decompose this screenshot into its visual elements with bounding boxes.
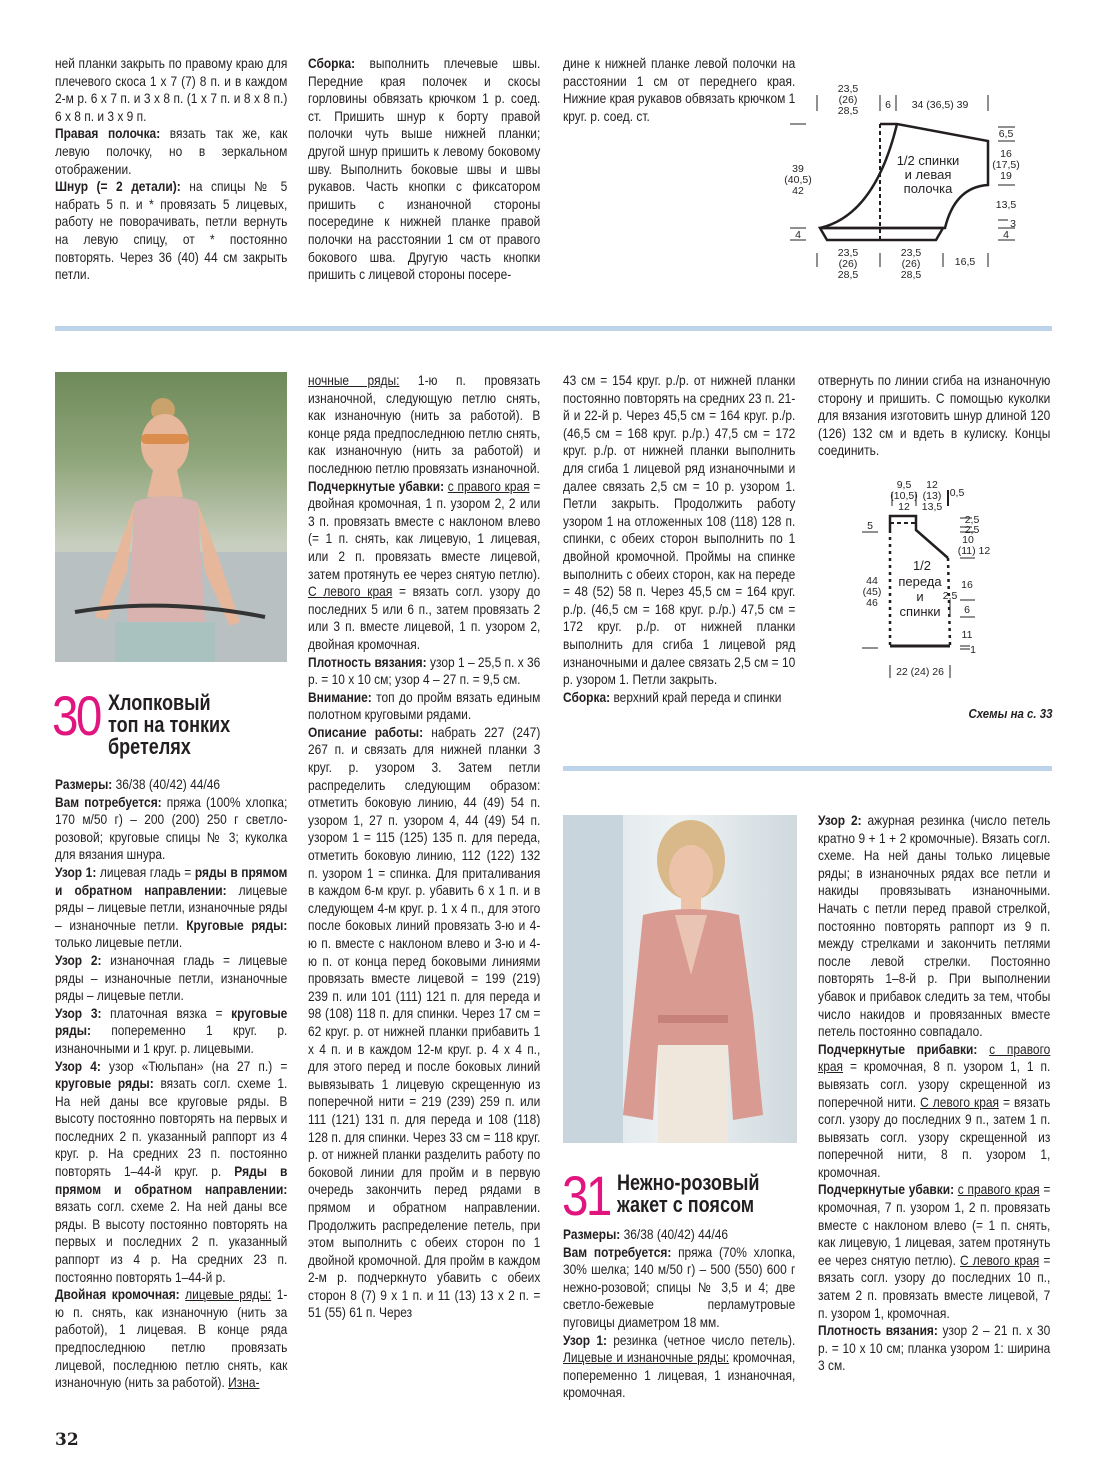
paragraph <box>55 776 287 794</box>
bold-label: Сборка: <box>308 56 356 71</box>
paragraph <box>308 724 540 1322</box>
dimension-label: 34 (36,5) 39 <box>911 99 969 111</box>
body-text: вязать согл. схеме 1. На ней даны все круговые ряды. В высоту постоянно повторять на первых и последних 2 п. указанный раппорт из 4 круг. р. На средних 23 п. постоянно повторять 1–44-й круг. р. <box>55 1076 288 1180</box>
dimension-label: 28,5 <box>837 269 859 281</box>
underlined-text: с правого края <box>447 478 530 494</box>
underlined-text: с правого края <box>957 1182 1040 1198</box>
dimension-label: 9,5 <box>896 479 912 491</box>
model-30-photo <box>55 372 287 662</box>
body-text: узор 1 – 25,5 п. х 36 р. = 10 х 10 см; узор 4 – 27 п. = 9,5 см. <box>308 654 541 688</box>
paragraph <box>818 372 1050 460</box>
body-text: только лицевые петли. <box>55 935 183 951</box>
bold-label: ряды в прямом и обратном направлении: <box>55 864 288 898</box>
text-column <box>308 372 540 1322</box>
paragraph <box>308 478 540 654</box>
paragraph <box>308 55 540 284</box>
dimension-label: 16 <box>1000 148 1012 160</box>
paragraph <box>563 1244 795 1332</box>
underlined-text: ночные ряды: <box>308 373 400 388</box>
bold-label: круговые ряды: <box>55 1005 288 1039</box>
body-text: = вязать согл. узору до последних 5 или 6 п., затем провязать 2 или 3 п. вместе лицевой, 1 п. узором 2, двойная кромочная. <box>308 584 541 652</box>
dimension-label: 28,5 <box>900 269 922 281</box>
dimension-label: 2,5 <box>964 524 980 536</box>
bold-label: Узор 4: <box>55 1058 101 1074</box>
dimension-label: 13,5 <box>921 501 943 513</box>
model-title: Хлопковый топ на тонких бретелях <box>108 690 231 759</box>
body-text: = кромочная, 8 п. узором 1, 1 п. вывязать согл. узору скрещенной из поперечной нити. <box>818 1059 1051 1110</box>
bold-label: Подчеркнутые прибавки: <box>818 1041 978 1057</box>
bold-label: Внимание: <box>308 689 372 705</box>
dimension-label: 23,5 <box>837 83 859 95</box>
dimension-label: 16,5 <box>954 256 976 268</box>
model-title: Нежно-розовый жакет с поясом <box>617 1170 760 1217</box>
underlined-text: Лицевые и изнаночные ряды: <box>563 1350 730 1366</box>
bold-label: Правая полочка: <box>55 126 161 142</box>
dimension-label: 5 <box>867 520 873 532</box>
body-text: 1-ю п. снять, как изнаночную (нить за работой), 1 лицевая. В конце ряда предпоследнюю петлю провязать лицевой, последнюю петлю снять, как изнаночную (нить за работой). <box>55 1287 288 1391</box>
section-divider <box>563 766 1052 771</box>
page-number: 32 <box>55 1430 79 1450</box>
dimension-label: 10 <box>962 534 974 546</box>
dimension-label: 2,5 <box>942 590 958 602</box>
text-column <box>563 372 795 706</box>
dimension-label: 23,5 <box>900 247 922 259</box>
dimension-label: 6,5 <box>998 128 1014 140</box>
bold-label: Вам потребуется: <box>563 1244 672 1260</box>
text-column <box>55 55 287 284</box>
schemes-reference: Схемы на с. 33 <box>967 706 1052 721</box>
text-column <box>818 372 1050 460</box>
bold-label: Описание работы: <box>308 724 424 740</box>
body-text: ней планки закрыть по правому краю для плечевого скоса 1 х 7 (7) 8 п. и в каждом 2-м р. 6 х 7 п. и 3 х 8 п. (1 х 7 п. и 8 х 8 п.) 6 х 8 п. и 3 х 9 п. <box>55 56 288 124</box>
section-divider <box>55 326 1052 331</box>
bold-label: Плотность вязания: <box>308 654 427 670</box>
dimension-label: 22 (24) 26 <box>896 666 944 678</box>
dimension-label: 13,5 <box>995 199 1017 211</box>
dimension-label: (10,5) <box>890 490 918 502</box>
bold-label: Подчеркнутые убавки: <box>818 1182 955 1198</box>
dimension-label: (45) <box>862 586 882 598</box>
bold-label: Размеры: <box>55 777 113 792</box>
bold-label: Вам потребуется: <box>55 794 162 810</box>
body-text: лицевая гладь = <box>96 864 195 880</box>
dimension-label: 3 <box>1010 218 1016 230</box>
paragraph <box>55 952 287 1005</box>
paragraph <box>818 812 1050 1041</box>
body-text: кромочная, попеременно 1 лицевая, 1 изнаночная, кромочная. <box>563 1350 796 1401</box>
dimension-label: 1 <box>970 644 976 656</box>
dimension-label: 0,5 <box>949 487 965 499</box>
bold-label: Двойная кромочная: <box>55 1287 180 1303</box>
bold-label: круговые ряды: <box>55 1076 154 1092</box>
paragraph <box>55 1058 287 1287</box>
bold-label: Узор 2: <box>55 952 102 968</box>
bold-label: Подчеркнутые убавки: <box>308 478 445 494</box>
dimension-label: 23,5 <box>837 247 859 259</box>
diagram-label: переда <box>898 574 942 589</box>
bold-label: Сборка: <box>563 689 611 705</box>
paragraph <box>55 55 287 125</box>
dimension-label: 6 <box>964 604 970 616</box>
body-text: пряжа (100% хлопка; 170 м/50 г) – 200 (200) 250 г светло-розовой; круговые спицы № 3; куколка для вязания шнура. <box>55 794 288 863</box>
model-number: 31 <box>562 1164 610 1227</box>
body-text: = кромочная, 7 п. узором 1, 2 п. провязать вместе с наклоном влево (= 1 п. снять, как лицевую, 1 лицевая, затем протянуть ее через снятую петлю). <box>818 1182 1051 1268</box>
body-text: = двойная кромочная, 1 п. узором 2, 2 или 3 п. провязать вместе с наклоном влево (= 1 п. снять, как лицевую, 1 лицевая, или 2 п. провязать вместе лицевой, затем протянуть ее через снятую петлю). <box>308 478 541 582</box>
dimension-label: 2,5 <box>964 514 980 526</box>
bold-label: Шнур (= 2 детали): <box>55 179 181 195</box>
underlined-text: Изна- <box>228 1375 260 1391</box>
body-text: = вязать согл. узору до последних 9 п., затем 1 п. вывязать согл. узору скрещенной из поперечной нити, 8 п. узором 1, кромочная. <box>818 1094 1051 1180</box>
paragraph <box>563 1226 795 1244</box>
bold-label: Узор 2: <box>818 813 862 828</box>
underlined-text: С левого края <box>308 584 393 600</box>
diagram-top-pattern <box>850 470 1000 680</box>
dimension-label: 12 <box>926 479 938 491</box>
body-text: верхний край переда и спинки <box>610 689 782 705</box>
paragraph <box>818 1181 1050 1322</box>
paragraph <box>55 1286 287 1392</box>
underlined-text: С левого края <box>960 1252 1040 1268</box>
paragraph <box>308 689 540 724</box>
body-text: попеременно 1 круг. р. изнаночными и 1 круг. р. лицевыми. <box>55 1023 288 1056</box>
bold-label: Ряды в прямом и обратном направлении: <box>55 1164 288 1197</box>
dimension-label: 44 <box>866 575 878 587</box>
body-text: пряжа (70% хлопка, 30% шелка; 140 м/50 г) – 500 (550) 600 г нежно-розовой; спицы № 3,5 и 4; две светло-бежевые перламутровые пуговицы диаметром 18 мм. <box>563 1244 796 1330</box>
body-text: резинка (четное число петель). <box>607 1332 796 1348</box>
body-text: выполнить плечевые швы. Передние края полочек и скосы горловины обвязать крючком 1 р. соед. ст. Пришить шнур к борту правой полочки чуть выше нижней планки; другой шнур пришить к левому боковому шву. Выполнить боковые швы и швы рукавов. Часть кнопки с фиксатором пришить с изнаночной стороны посередине к нижней планке правой полочки на расстоянии 1 см от правого бокового шва. Другую часть кнопки пришить с лицевой стороны посере- <box>308 56 541 283</box>
dimension-label: 11 <box>961 629 973 641</box>
diagram-label: и левая <box>904 167 952 182</box>
dimension-label: 12 <box>898 501 910 513</box>
bold-label: Круговые ряды: <box>186 917 288 933</box>
paragraph <box>818 1041 1050 1182</box>
body-text: узор «Тюльпан» (на 27 п.) = <box>100 1058 288 1074</box>
paragraph <box>55 1005 287 1058</box>
diagram-label: 1/2 <box>912 558 932 573</box>
dimension-label: (11) 12 <box>957 545 991 557</box>
dimension-label: 39 <box>792 163 804 175</box>
text-column <box>55 776 287 1392</box>
dimension-label: 46 <box>866 597 878 609</box>
model-number: 30 <box>52 684 100 747</box>
bold-label: Узор 1: <box>55 864 97 880</box>
bold-label: Узор 3: <box>55 1005 102 1021</box>
paragraph <box>563 372 795 689</box>
body-text: лицевые ряды – лицевые петли, изнаночные ряды – изнаночные петли. <box>55 882 288 933</box>
dimension-label: (13) <box>922 490 942 502</box>
body-text: 36/38 (40/42) 44/46 <box>620 1227 729 1242</box>
dimension-label: 6 <box>885 99 891 111</box>
underlined-text: С левого края <box>920 1094 1000 1110</box>
body-text: вязать согл. схеме 2. На ней даны все ряды. В высоту постоянно повторять на первых и последних 2 п. указанный раппорт из 4 р. На средних 23 п. постоянно повторять 1–44-й р. <box>55 1199 288 1285</box>
paragraph <box>308 372 540 478</box>
underlined-text: с правого края <box>818 1041 1051 1075</box>
body-text: 1-ю п. провязать изнаночной, следующую петлю снять, как изнаночную (нить за работой). В конце ряда предпоследнюю петлю снять, как изнаночную (нить за работой) и последнюю петлю провязать изнаночной. <box>308 373 541 476</box>
body-text: = вязать согл. узору до последних 10 п., затем 2 п. провязать вместе лицевой, 7 п. узором 1, кромочная. <box>818 1252 1051 1321</box>
paragraph <box>818 1322 1050 1375</box>
body-text: дине к нижней планке левой полочки на расстоянии 1 см от переднего края. Нижние края рукавов обвязать крючком 1 круг. р. соед. ст. <box>563 56 796 124</box>
bold-label: Размеры: <box>563 1227 621 1242</box>
paragraph <box>55 178 287 284</box>
dimension-label: 16 <box>961 579 973 591</box>
dimension-label: (26) <box>838 94 858 106</box>
dimension-label: (26) <box>838 258 858 270</box>
dimension-label: 28,5 <box>837 105 859 117</box>
body-text: узор 2 – 21 п. х 30 р. = 10 х 10 см; планка узором 1: ширина 3 см. <box>818 1323 1051 1374</box>
paragraph <box>563 1332 795 1402</box>
diagram-jacket-pattern <box>780 75 1080 285</box>
body-text <box>977 1042 989 1057</box>
body-text: изнаночная гладь = лицевые ряды – изнаночные петли, изнаночные ряды – лицевые петли. <box>55 952 288 1004</box>
underlined-text: лицевые ряды: <box>185 1287 272 1303</box>
paragraph <box>563 55 795 125</box>
text-column <box>563 55 795 125</box>
diagram-label: спинки <box>899 604 941 619</box>
body-text: 43 см = 154 круг. р./р. от нижней планки постоянно повторять на средних 23 п. 21-й и 22-й р. Через 45,5 см = 164 круг. р./р. (46,5 см = 168 круг. р./р.) 47,5 см = 172 круг. р./р. от нижней планки выполнить для сгиба 1 лицевой ряд изнаночными и далее связать 2,5 см = 10 р. узором 1. Петли закрыть. Продолжить работу узором 1 на отложенных 108 (118) 128 п. спинки, с обеих сторон выполнить по 1 двойной кромочной. Проймы на спинке выполнить с обеих сторон, как на переде = 48 (52) 58 п. Через 45,5 см = 164 круг. р./р. (46,5 см = 168 круг. р./р.) 47,5 см = 172 круг. р./р. от нижней планки выполнить для сгиба 1 лицевой ряд изнаночными и далее связать 2,5 см = 10 р. узором 1. Петли закрыть. <box>563 373 796 688</box>
paragraph <box>55 794 287 864</box>
dimension-label: 4 <box>795 229 801 241</box>
model-31-photo <box>563 815 797 1143</box>
body-text: платочная вязка = <box>101 1005 232 1021</box>
body-text: ажурная резинка (число петель кратно 9 + 1 + 2 кромочные). Вязать согл. схеме. На ней даны только лицевые ряды; в изнаночных рядах все петли и накиды провязывать изнаночными. Начать с петли перед правой стрелкой, постоянно повторять раппорт из 9 п. между стрелками и закончить петлями после левой стрелки. Постоянно повторять 1–8-й р. При выполнении убавок и прибавок следить за тем, чтобы число накидов и провязанных вместе петель постоянно совпадало. <box>818 813 1051 1040</box>
paragraph <box>563 689 795 707</box>
diagram-label: и <box>916 589 924 604</box>
body-text: набрать 227 (247) 267 п. и связать для нижней планки 3 круг. р. узором 3. Затем петли распределить следующим образом: отметить боковую линию, 44 (49) 54 п. узором 1, 27 п. узором 4, 44 (49) 54 п. узором 1 = 115 (125) 135 п. для переда, отметить боковую линию, 112 (122) 132 п. узором 1 = спинка. Для приталивания в каждом 6-м круг. р. убавить 6 х 1 п. и в следующем 4-м круг. р. 1 х 4 п., для этого после боковых линий провязать 3-ю и 4-ю п. вместе с наклоном влево и 3-ю и 4-ю п. от конца перед боковыми линиями провязать вместе лицевой = 199 (219) 239 п. или 101 (111) 121 п. для переда и 98 (108) 118 п. для спинки. Через 17 см = 62 круг. р. от нижней планки прибавить 1 х 4 п. и в каждом 12-м круг. р. 4 х 4 п., для этого перед и после боковых линий вывязывать 1 лицевую скрещенную из поперечной нити = 219 (239) 259 п. или 111 (121) 131 п. для переда и 108 (118) 128 п. для спинки. Через 33 см = 118 круг. р. от нижней планки разделить работу по боковой линии для пройм и в первую очередь закончить перед рядами в прямом и обратном направлении. Продолжить распределение петель, при этом выполнить с обеих сторон по 1 двойной кромочной. Для пройм в каждом 2-м р. подчеркнуто убавить с обеих сторон 8 (7) 9 х 1 п. и 11 (13) 13 х 2 п. = 51 (55) 61 п. Через <box>308 724 541 1321</box>
dimension-label: 19 <box>1000 170 1012 182</box>
dimension-label: 42 <box>792 185 804 197</box>
dimension-label: (40,5) <box>784 174 812 186</box>
bold-label: Узор 1: <box>563 1332 607 1348</box>
bold-label: Плотность вязания: <box>818 1323 938 1339</box>
body-text: 36/38 (40/42) 44/46 <box>112 777 221 792</box>
paragraph <box>55 125 287 178</box>
dimension-label: (26) <box>901 258 921 270</box>
body-text: вязать так же, как левую полочку, но в зеркальном отображении. <box>55 126 288 177</box>
dimension-label: 4 <box>1003 229 1009 241</box>
diagram-label: полочка <box>903 181 953 196</box>
body-text: на спицы № 5 набрать 5 п. и * провязать 5 лицевых, работу не поворачивать, петли вернуть на левую спицу, от * постоянно повторять. Через 36 (40) 44 см закрыть петли. <box>55 179 288 283</box>
diagram-label: 1/2 спинки <box>896 153 960 168</box>
text-column <box>563 1226 795 1402</box>
text-column <box>308 55 540 284</box>
body-text: отвернуть по линии сгиба на изнаночную сторону и пришить. С помощью куколки для вязания изготовить шнур длиной 120 (126) 132 см и вдеть в кулиску. Концы соединить. <box>818 373 1051 459</box>
dimension-label: (17,5) <box>992 159 1020 171</box>
paragraph <box>55 864 287 952</box>
body-text: топ до пройм вязать единым полотном круговыми рядами. <box>308 689 541 723</box>
text-column <box>818 812 1050 1375</box>
paragraph <box>308 654 540 689</box>
